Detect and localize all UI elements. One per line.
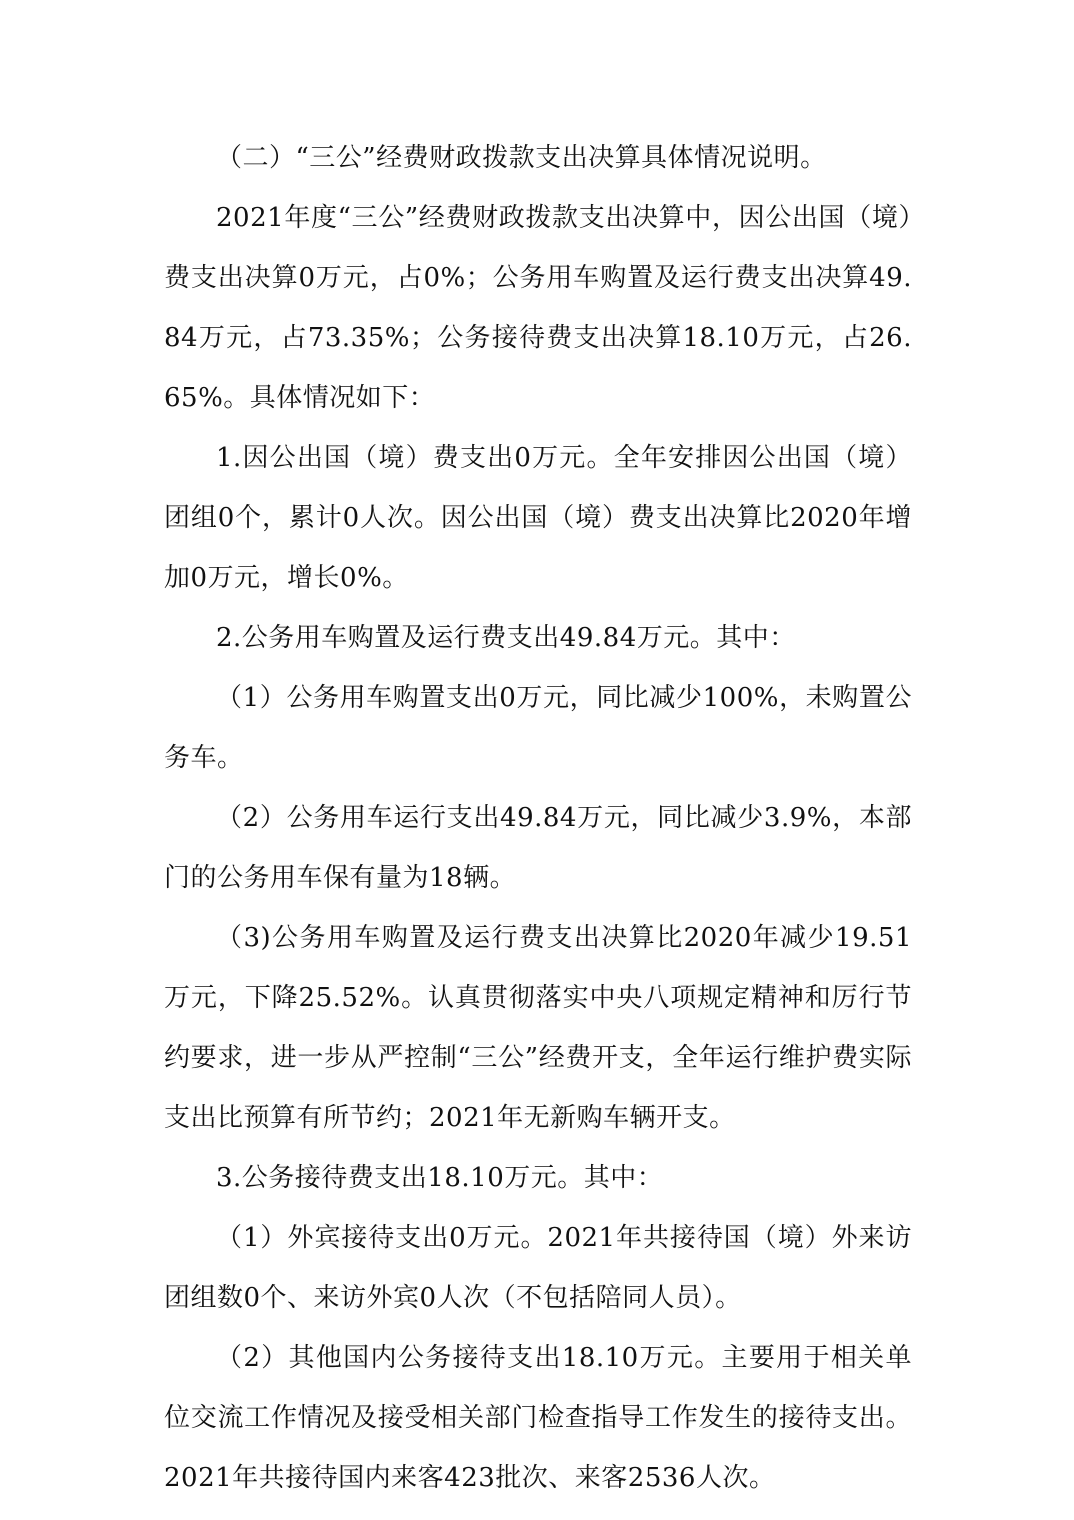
domestic-reception-paragraph: （2）其他国内公务接待支出18.10万元。主要用于相关单位交流工作情况及接受相关部门检查指导工作发生的接待支出。2021年共接待国内来客423批次、来客2536人次。 — [164, 1343, 912, 1493]
vehicle-purchase-paragraph: （1）公务用车购置支出0万元，同比减少100%，未购置公务车。 — [164, 683, 912, 773]
overseas-travel-paragraph: 1.因公出国（境）费支出0万元。全年安排因公出国（境）团组0个，累计0人次。因公出国（境）费支出决算比2020年增加0万元，增长0%。 — [164, 443, 912, 593]
foreign-reception-paragraph: （1）外宾接待支出0万元。2021年共接待国（境）外来访团组数0个、来访外宾0人次（不包括陪同人员）。 — [164, 1223, 912, 1313]
reception-heading: 3.公务接待费支出18.10万元。其中： — [216, 1163, 664, 1193]
vehicle-heading: 2.公务用车购置及运行费支出49.84万元。其中： — [216, 623, 796, 653]
section-heading: （二）“三公”经费财政拨款支出决算具体情况说明。 — [216, 143, 827, 173]
vehicle-operation-paragraph: （2）公务用车运行支出49.84万元，同比减少3.9%，本部门的公务用车保有量为18辆。 — [164, 803, 912, 893]
vehicle-comparison-paragraph: （3)公务用车购置及运行费支出决算比2020年减少19.51万元，下降25.52%。认真贯彻落实中央八项规定精神和厉行节约要求，进一步从严控制“三公”经费开支，全年运行维护费实际支出比预算有所节约；2021年无新购车辆开支。 — [164, 923, 912, 1133]
document-body — [164, 128, 912, 1508]
summary-paragraph: 2021年度“三公”经费财政拨款支出决算中，因公出国（境）费支出决算0万元，占0%；公务用车购置及运行费支出决算49.84万元，占73.35%；公务接待费支出决算18.10万元，占26.65%。具体情况如下： — [164, 203, 912, 413]
